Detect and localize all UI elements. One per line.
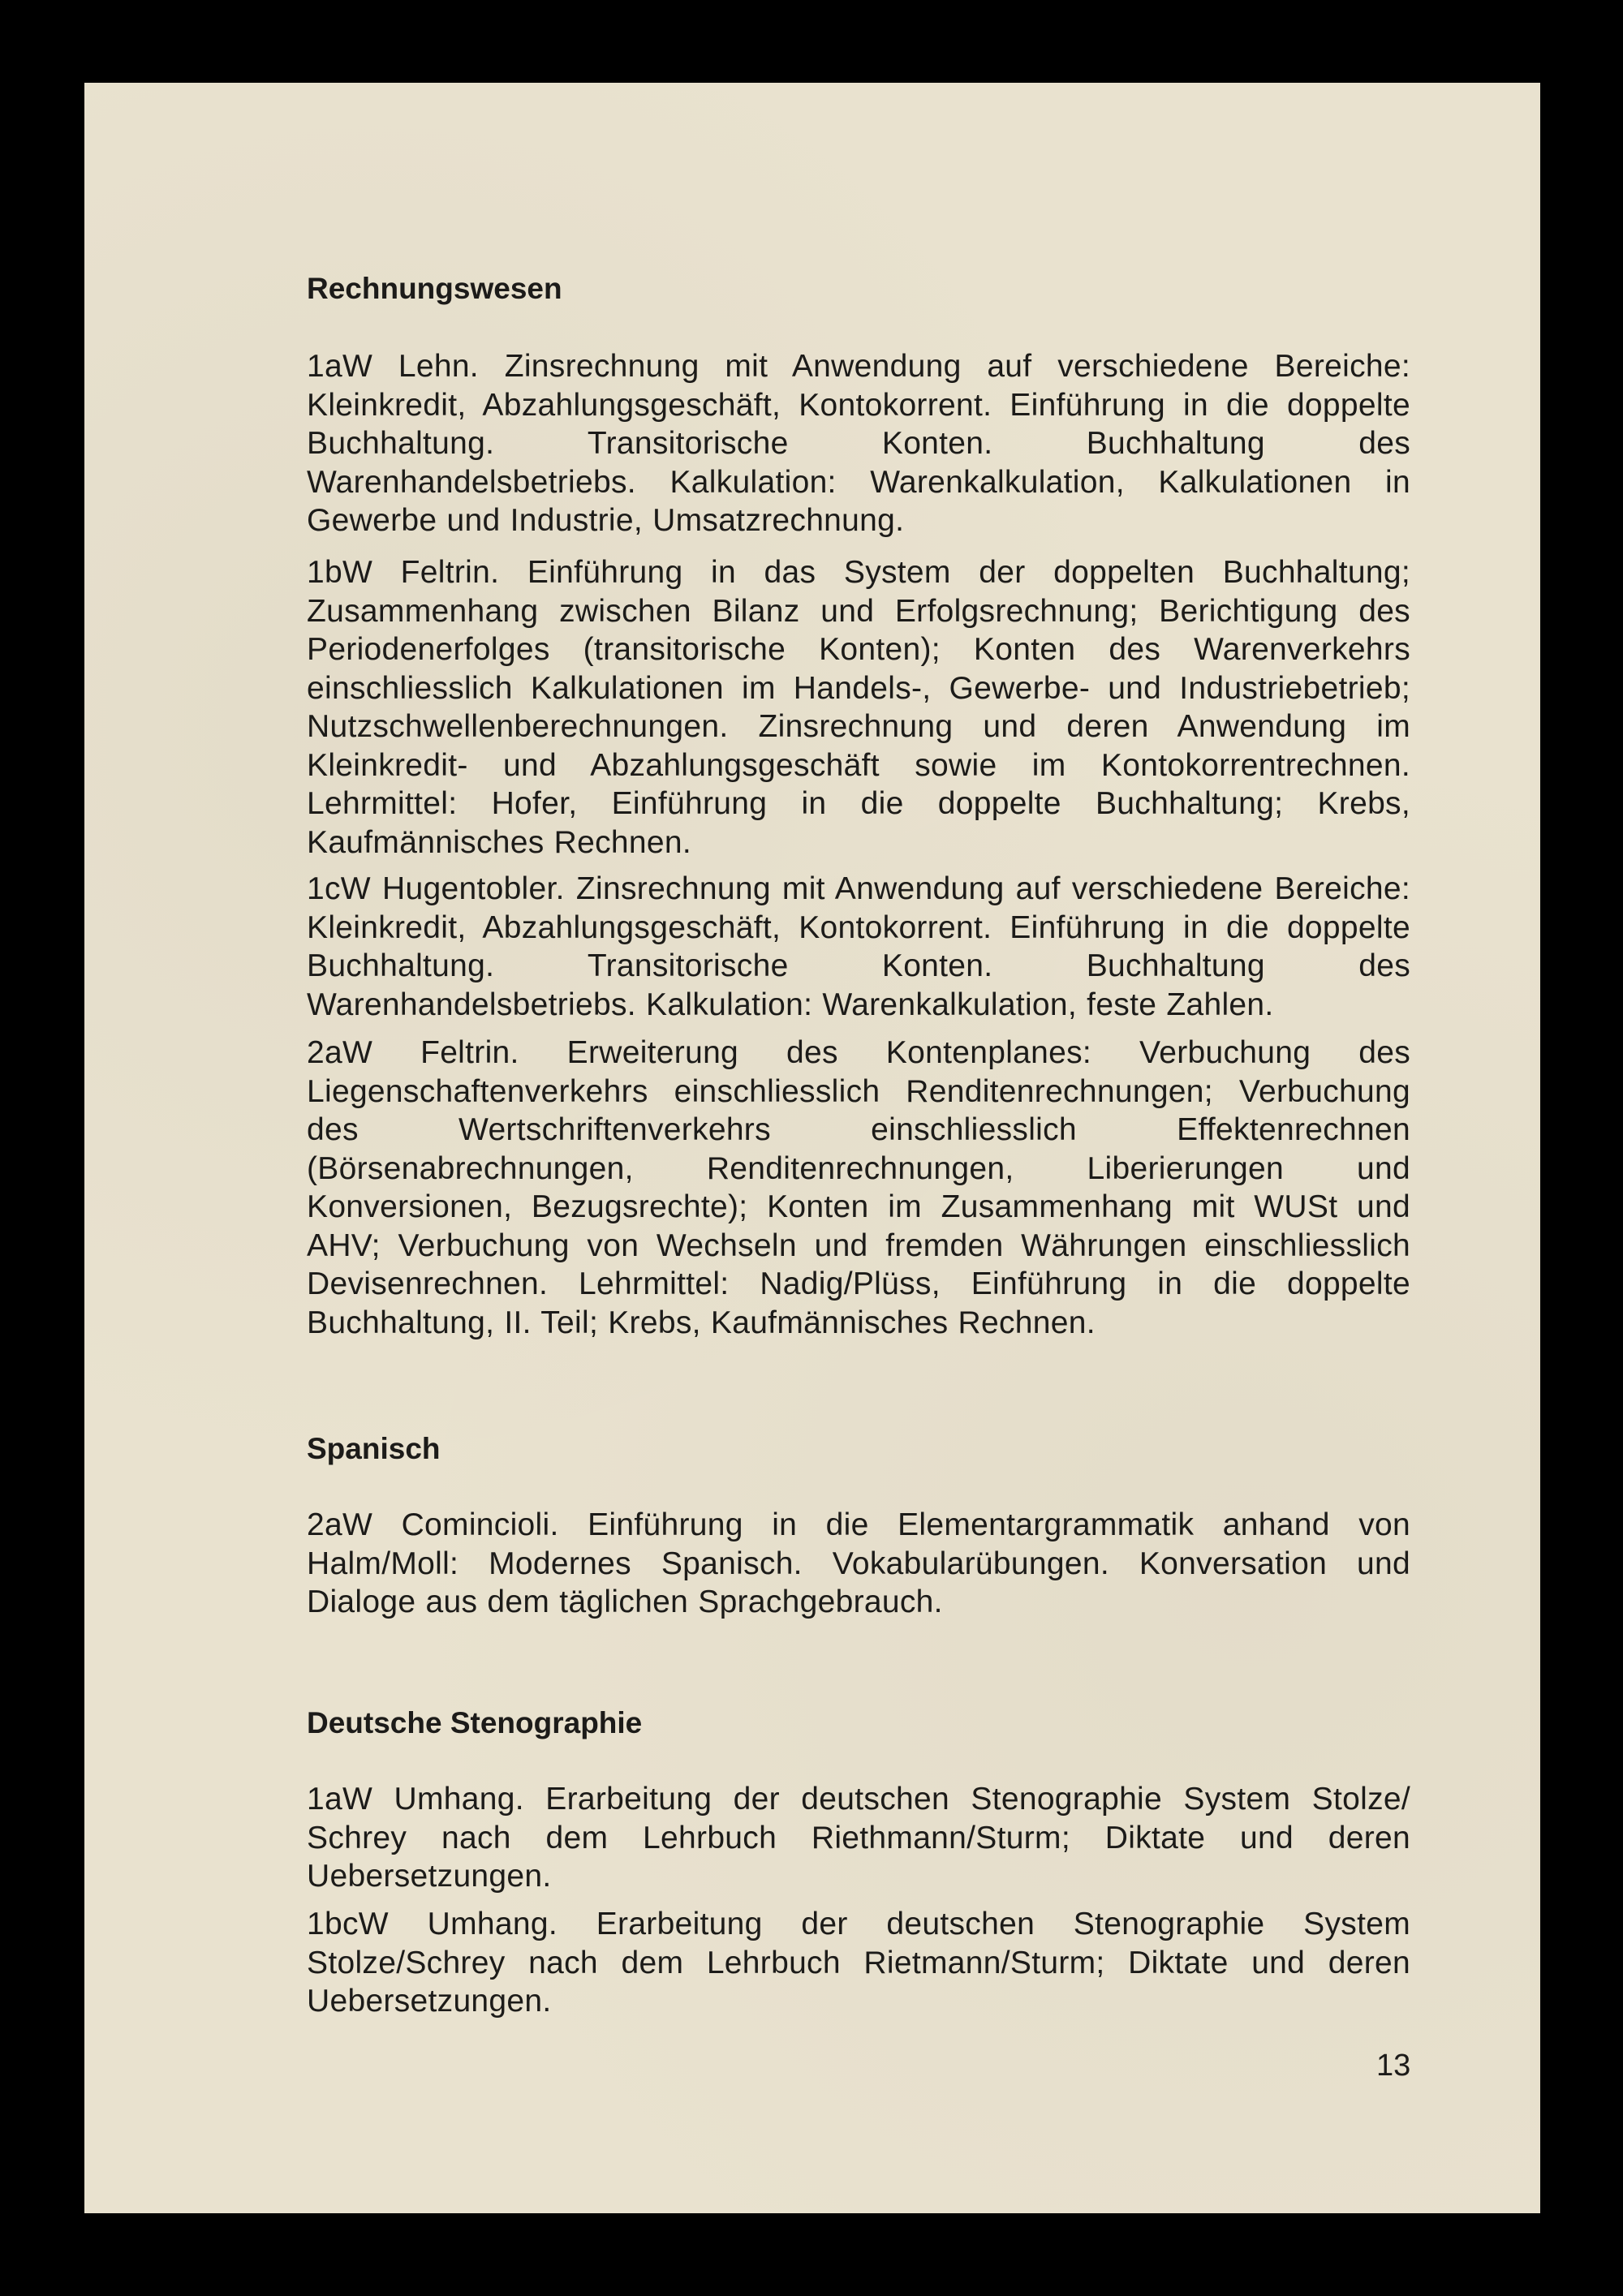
document-page <box>84 83 1540 2213</box>
paragraph-1aw-lehn: 1aW Lehn. Zinsrechnung mit Anwendung auf verschiedene Bereiche: Kleinkredit, Abzahlungsgeschäft, Kontokorrent. Einführung in die doppelte Buchhaltung. Transitorische Konten. Buchhaltung des Warenhandelsbetriebs. Kalkulation: Warenkalkulation, Kalkulationen in Gewerbe und Industrie, Umsatzrechnung. <box>307 349 1410 538</box>
paragraph-2aw-comincioli: 2aW Comincioli. Einführung in die Elementargrammatik anhand von Halm/Moll: Modernes Spanisch. Vokabularübungen. Konversation und Dialoge aus dem täglichen Sprachgebrauch. <box>307 1507 1410 1619</box>
section-heading-rechnungswesen: Rechnungswesen <box>307 272 562 305</box>
section-heading-spanisch: Spanisch <box>307 1432 441 1465</box>
paragraph-1cw-hugentobler: 1cW Hugentobler. Zinsrechnung mit Anwendung auf verschiedene Bereiche: Kleinkredit, Abzahlungsgeschäft, Kontokorrent. Einführung in die doppelte Buchhaltung. Transitorische Konten. Buchhaltung des Warenhandelsbetriebs. Kalkulation: Warenkalkulation, feste Zahlen. <box>307 871 1410 1022</box>
paragraph-1aw-umhang: 1aW Umhang. Erarbeitung der deutschen Stenographie System Stolze/ Schrey nach dem Lehrbuch Riethmann/Sturm; Diktate und deren Uebersetzungen. <box>307 1782 1410 1894</box>
paragraph-1bcw-umhang: 1bcW Umhang. Erarbeitung der deutschen Stenographie System Stolze/Schrey nach dem Lehrbuch Rietmann/Sturm; Diktate und deren Uebersetzungen. <box>307 1907 1410 2019</box>
paragraph-1bw-feltrin: 1bW Feltrin. Einführung in das System der doppelten Buchhaltung; Zusammenhang zwischen Bilanz und Erfolgsrechnung; Berichtigung des Periodenerfolges (transitorische Konten); Konten des Warenverkehrs einschliesslich Kalkulationen im Handels-, Gewerbe- und Industriebetrieb; Nutzschwellenberechnungen. Zinsrechnung und deren Anwendung im Kleinkredit- und Abzahlungsgeschäft sowie im Kontokorrentrechnen. Lehrmittel: Hofer, Einführung in die doppelte Buchhaltung; Krebs, Kaufmännisches Rechnen. <box>307 555 1410 860</box>
paragraph-2aw-feltrin: 2aW Feltrin. Erweiterung des Kontenplanes: Verbuchung des Liegenschaftenverkehrs einschliesslich Renditenrechnungen; Verbuchung des Wertschriftenverkehrs einschliesslich Effektenrechnen (Börsenabrechnungen, Renditenrechnungen, Liberierungen und Konversionen, Bezugsrechte); Konten im Zusammenhang mit WUSt und AHV; Verbuchung von Wechseln und fremden Währungen einschliesslich Devisenrechnen. Lehrmittel: Nadig/Plüss, Einführung in die doppelte Buchhaltung, II. Teil; Krebs, Kaufmännisches Rechnen. <box>307 1035 1410 1340</box>
page-number: 13 <box>1376 2049 1411 2083</box>
section-heading-deutsche-stenographie: Deutsche Stenographie <box>307 1706 643 1739</box>
